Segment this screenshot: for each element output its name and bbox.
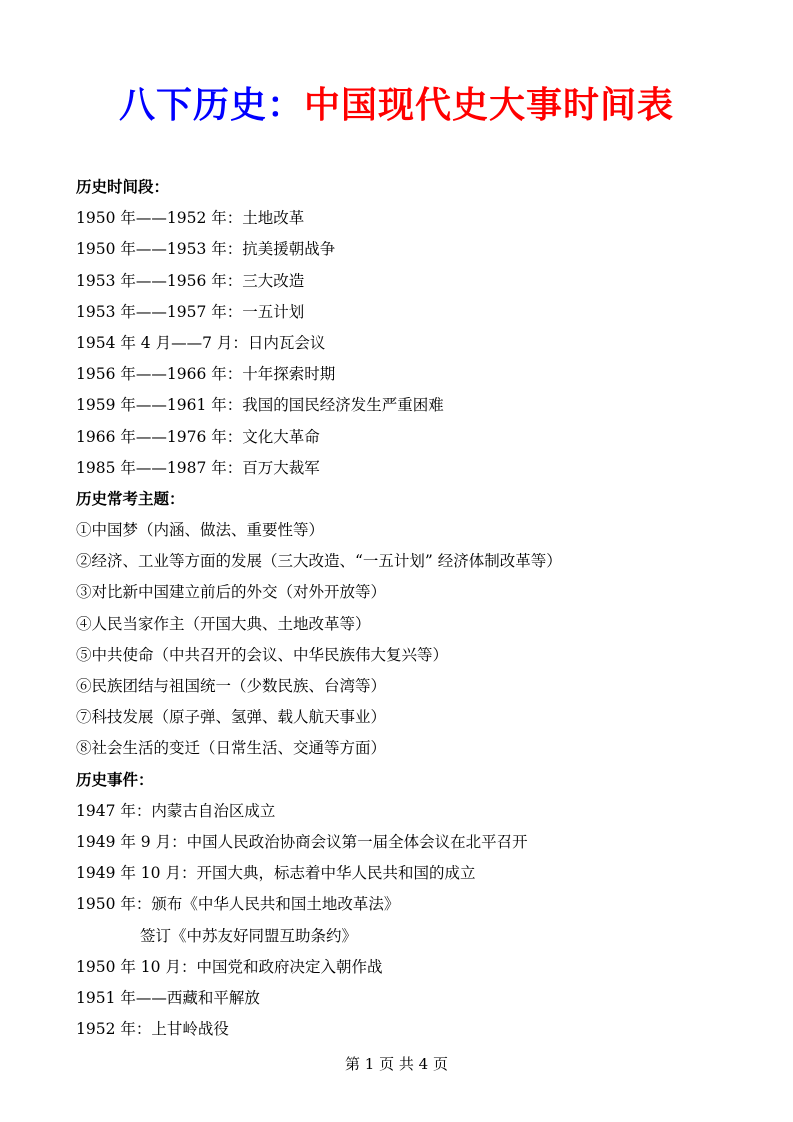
document-body xyxy=(76,172,736,1045)
event-item: 1950 年：颁布《中华人民共和国土地改革法》 xyxy=(76,895,400,914)
event-item: 1949 年 10 月：开国大典，标志着中华人民共和国的成立 xyxy=(76,864,476,883)
theme-item: ④人民当家作主（开国大典、土地改革等） xyxy=(76,614,371,633)
theme-item: ⑥民族团结与祖国统一（少数民族、台湾等） xyxy=(76,677,387,695)
event-item: 1952 年：上甘岭战役 xyxy=(76,1020,229,1039)
period-item: 1985 年——1987 年：百万大裁军 xyxy=(76,458,320,477)
period-item: 1966 年——1976 年：文化大革命 xyxy=(76,427,320,446)
theme-item: ⑤中共使命（中共召开的会议、中华民族伟大复兴等） xyxy=(76,645,449,664)
theme-item: ③对比新中国建立前后的外交（对外开放等） xyxy=(76,583,387,602)
theme-item: ⑧社会生活的变迁（日常生活、交通等方面） xyxy=(76,739,387,758)
event-item-continuation: 签订《中苏友好同盟互助条约》 xyxy=(140,926,358,945)
period-item: 1954 年 4 月——7 月：日内瓦会议 xyxy=(76,333,326,352)
page-footer: 第 1 页 共 4 页 xyxy=(345,1055,448,1073)
theme-item: ⑦科技发展（原子弹、氢弹、载人航天事业） xyxy=(76,708,387,727)
section-heading-periods: 历史时间段： xyxy=(76,178,170,196)
period-item: 1950 年——1952 年：土地改革 xyxy=(76,209,305,228)
event-item: 1947 年：内蒙古自治区成立 xyxy=(76,801,276,820)
event-item: 1951 年——西藏和平解放 xyxy=(76,988,260,1007)
title-main: 中国现代史大事时间表 xyxy=(304,85,675,126)
title-prefix: 八下历史： xyxy=(118,85,304,126)
theme-item: ②经济、工业等方面的发展（三大改造、“一五计划” 经济体制改革等） xyxy=(76,552,562,571)
period-item: 1959 年——1961 年：我国的国民经济发生严重困难 xyxy=(76,396,444,415)
period-item: 1956 年——1966 年：十年探索时期 xyxy=(76,365,336,384)
period-item: 1950 年——1953 年：抗美援朝战争 xyxy=(76,240,336,259)
section-heading-themes: 历史常考主题： xyxy=(76,489,185,508)
page-title xyxy=(0,82,793,130)
event-item: 1950 年 10 月：中国党和政府决定入朝作战 xyxy=(76,957,383,976)
event-item: 1949 年 9 月：中国人民政治协商会议第一届全体会议在北平召开 xyxy=(76,832,528,851)
section-heading-events: 历史事件： xyxy=(76,770,154,789)
theme-item: ①中国梦（内涵、做法、重要性等） xyxy=(76,521,325,540)
period-item: 1953 年——1957 年：一五计划 xyxy=(76,302,305,321)
period-item: 1953 年——1956 年：三大改造 xyxy=(76,271,305,290)
